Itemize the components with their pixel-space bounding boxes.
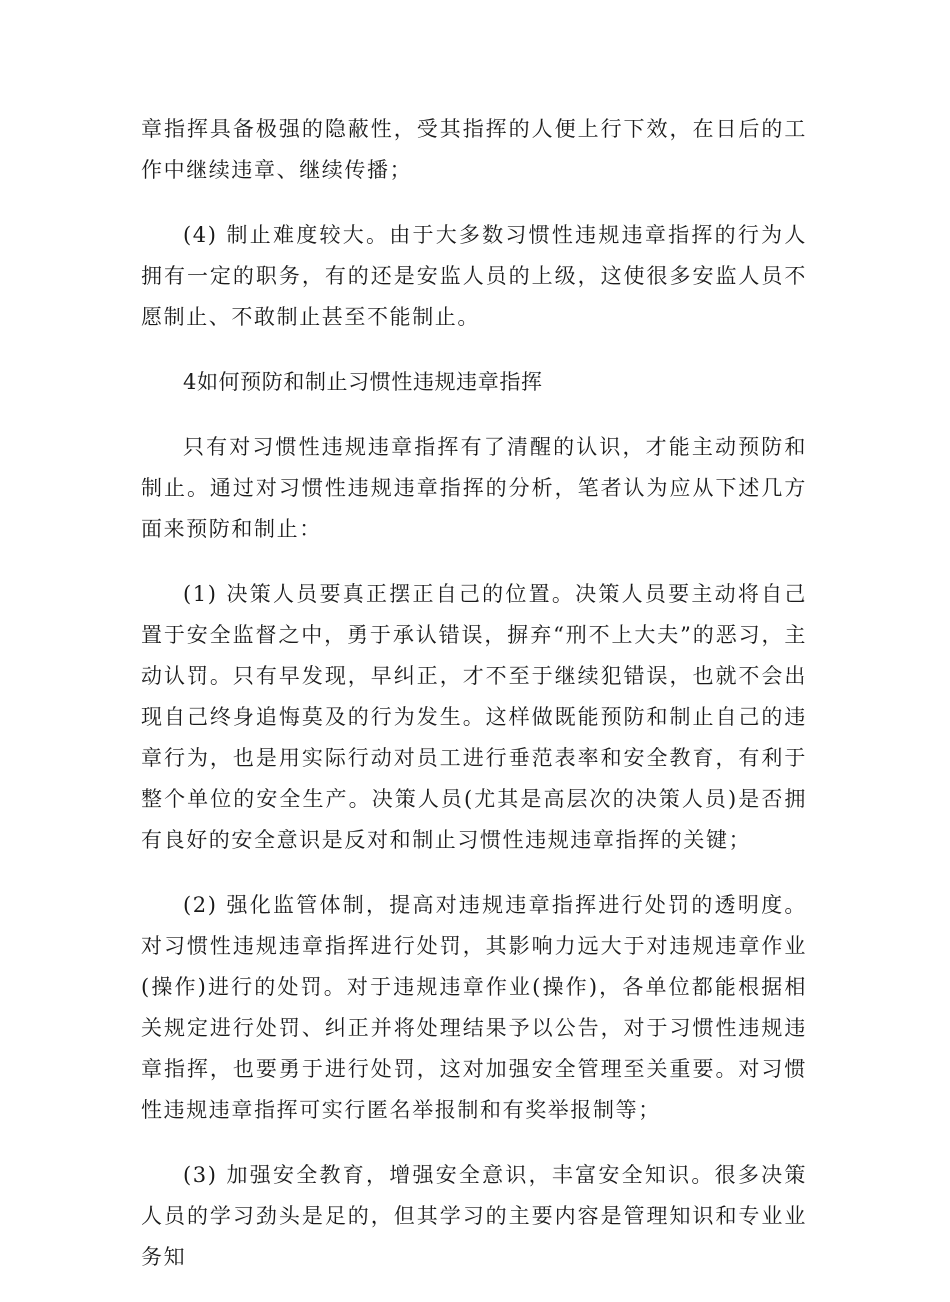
paragraph-continuation: 章指挥具备极强的隐蔽性，受其指挥的人便上行下效，在日后的工作中继续违章、继续传播； (141, 117, 807, 182)
section-heading: 4如何预防和制止习惯性违规违章指挥 (183, 370, 543, 394)
paragraph-measure-1: (1) 决策人员要真正摆正自己的位置。决策人员要主动将自己置于安全监督之中，勇于承认错误，摒弃“刑不上大夫”的恶习，主动认罚。只有早发现，早纠正，才不至于继续犯错误，也就不会出现自己终身追悔莫及的行为发生。这样做既能预防和制止自己的违章行为，也是用实际行动对员工进行垂范表率和安全教育，有利于整个单位的安全生产。决策人员(尤其是高层次的决策人员)是否拥有良好的安全意识是反对和制止习惯性违规违章指挥的关键； (141, 582, 807, 852)
paragraph-item-4: (4) 制止难度较大。由于大多数习惯性违规违章指挥的行为人拥有一定的职务，有的还是安监人员的上级，这使很多安监人员不愿制止、不敢制止甚至不能制止。 (141, 223, 807, 329)
paragraph-measure-3: (3) 加强安全教育，增强安全意识，丰富安全知识。很多决策人员的学习劲头是足的，但其学习的主要内容是管理知识和专业业务知 (141, 1163, 807, 1269)
paragraph-measure-2: (2) 强化监管体制，提高对违规违章指挥进行处罚的透明度。对习惯性违规违章指挥进行处罚，其影响力远大于对违规违章作业(操作)进行的处罚。对于违规违章作业(操作)，各单位都能根据相关规定进行处罚、纠正并将处理结果予以公告，对于习惯性违规违章指挥，也要勇于进行处罚，这对加强安全管理至关重要。对习惯性违规违章指挥可实行匿名举报制和有奖举报制等； (141, 893, 807, 1122)
document-body (141, 109, 807, 1302)
paragraph-section-intro: 只有对习惯性违规违章指挥有了清醒的认识，才能主动预防和制止。通过对习惯性违规违章指挥的分析，笔者认为应从下述几方面来预防和制止： (141, 435, 807, 541)
